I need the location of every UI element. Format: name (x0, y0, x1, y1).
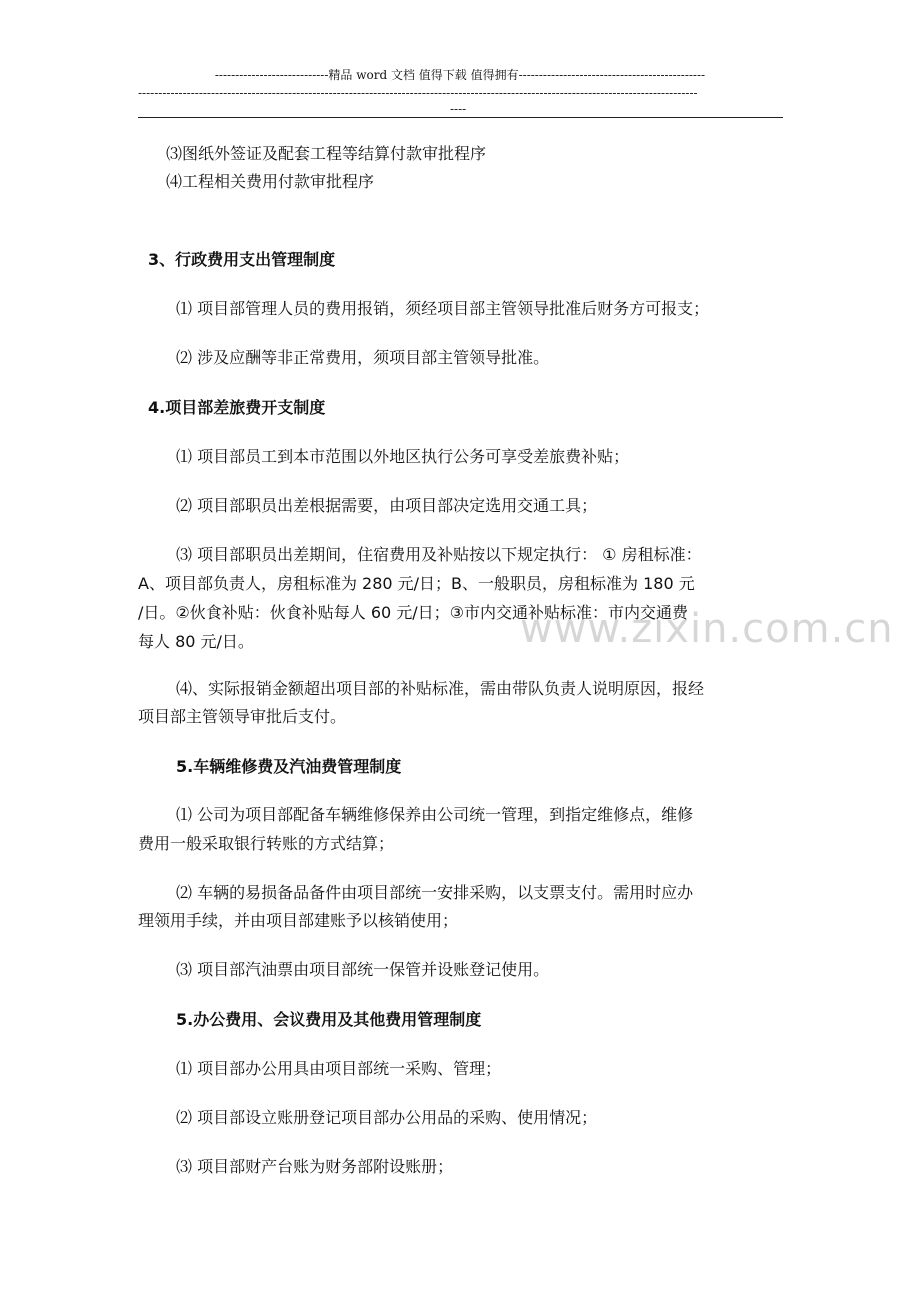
section-heading: 4.项目部差旅费开支制度 (148, 398, 326, 417)
paragraph: ⑶ 项目部职员出差期间，住宿费用及补贴按以下规定执行： ① 房租标准： (176, 545, 702, 564)
section-heading: 5.办公费用、会议费用及其他费用管理制度 (176, 1010, 482, 1029)
paragraph: ⑴ 项目部员工到本市范围以外地区执行公务可享受差旅费补贴； (176, 447, 630, 466)
paragraph: ⑵ 项目部职员出差根据需要，由项目部决定选用交通工具； (176, 496, 598, 515)
paragraph: ⑷、实际报销金额超出项目部的补贴标准，需由带队负责人说明原因，报经 (176, 679, 705, 698)
header-dash-tail: ---- (450, 102, 467, 116)
watermark: www.zixin.com.cn (520, 606, 894, 652)
header-line: ----------------------------精品 word 文档 值得下载 值得拥有---------------------------------------------- (214, 68, 706, 82)
paragraph: 项目部主管领导审批后支付。 (138, 707, 347, 726)
paragraph: A、项目部负责人，房租标准为 280 元/日；B、一般职员，房租标准为 180 元 (138, 574, 695, 593)
paragraph: ⑴ 项目部管理人员的费用报销，须经项目部主管领导批准后财务方可报支； (176, 299, 710, 318)
paragraph: ⑶ 项目部财产台账为财务部附设账册； (176, 1157, 454, 1176)
header-rule (138, 117, 783, 118)
paragraph: ⑶ 项目部汽油票由项目部统一保管并设账登记使用。 (176, 960, 550, 979)
paragraph: ⑴ 项目部办公用具由项目部统一采购、管理； (176, 1059, 502, 1078)
list-item: ⑷工程相关费用付款审批程序 (166, 172, 375, 191)
section-heading: 5.车辆维修费及汽油费管理制度 (176, 757, 402, 776)
paragraph: 每人 80 元/日。 (138, 632, 254, 651)
paragraph: /日。②伙食补贴：伙食补贴每人 60 元/日；③市内交通补贴标准：市内交通费 (138, 603, 689, 622)
paragraph: ⑵ 车辆的易损备品备件由项目部统一安排采购，以支票支付。需用时应办 (176, 883, 694, 902)
paragraph: 费用一般采取银行转账的方式结算； (138, 834, 395, 853)
paragraph: ⑴ 公司为项目部配备车辆维修保养由公司统一管理，到指定维修点，维修 (176, 805, 694, 824)
section-heading: 3、行政费用支出管理制度 (148, 250, 336, 269)
paragraph: 理领用手续，并由项目部建账予以核销使用； (138, 911, 459, 930)
paragraph: ⑵ 项目部设立账册登记项目部办公用品的采购、使用情况； (176, 1108, 598, 1127)
paragraph: ⑵ 涉及应酬等非正常费用，须项目部主管领导批准。 (176, 348, 550, 367)
header-dash-line: ------------------------------------------------------------------------------------------------------------------------------------------ (138, 86, 698, 100)
list-item: ⑶图纸外签证及配套工程等结算付款审批程序 (166, 144, 487, 163)
